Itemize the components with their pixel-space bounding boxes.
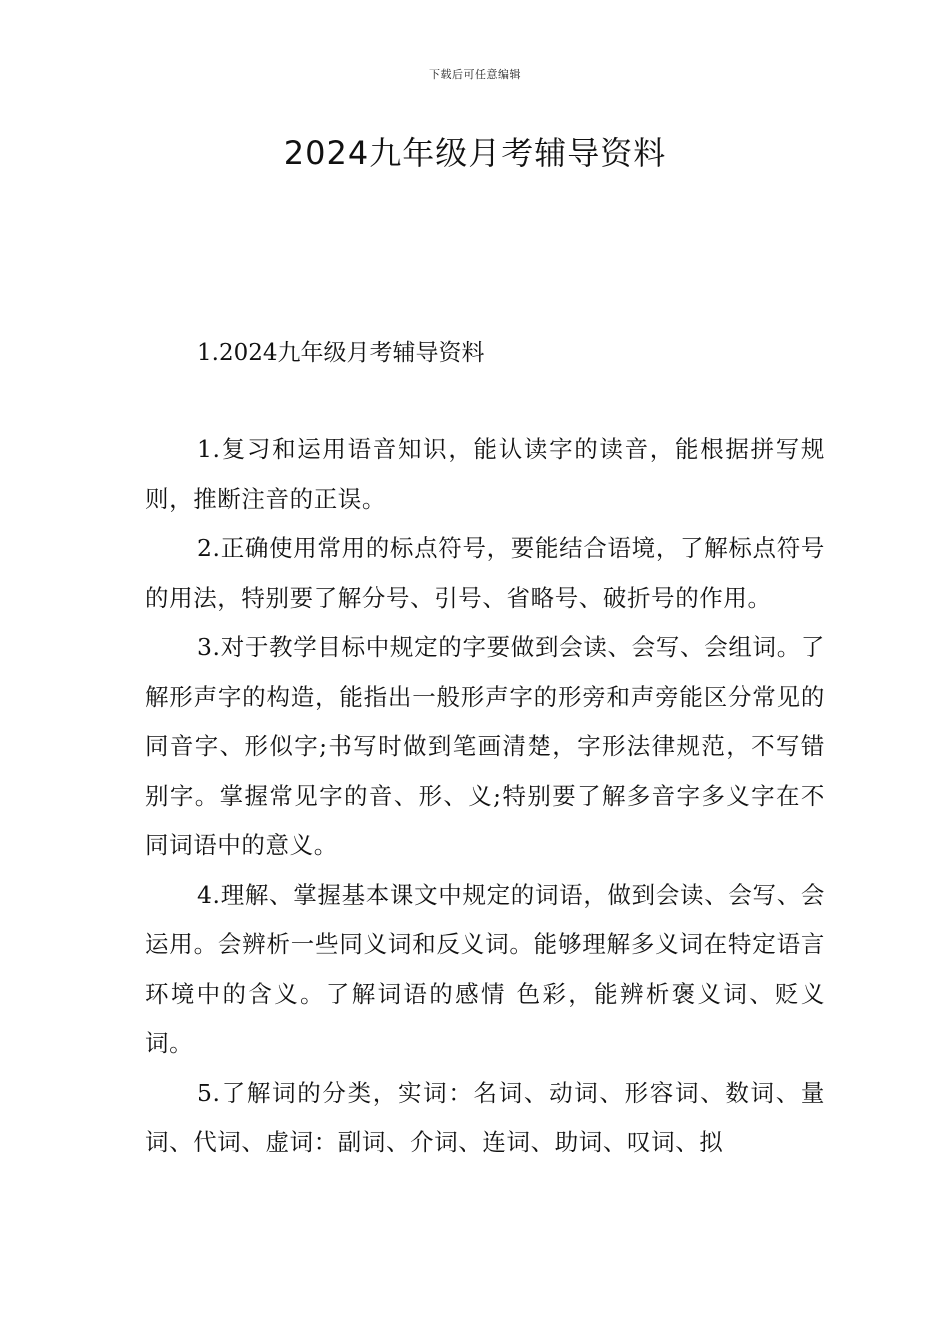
body-text xyxy=(145,425,825,1168)
paragraph-4: 4.理解、掌握基本课文中规定的词语，做到会读、会写、会运用。会辨析一些同义词和反义词。能够理解多义词在特定语言环境中的含义。了解词语的感情 色彩，能辨析褒义词、贬义词。 xyxy=(145,880,825,1057)
paragraph-2: 2.正确使用常用的标点符号，要能结合语境，了解标点符号的用法，特别要了解分号、引号、省略号、破折号的作用。 xyxy=(145,534,825,612)
document-title: 2024九年级月考辅导资料 xyxy=(283,134,667,172)
header-note: 下载后可任意编辑 xyxy=(429,68,521,81)
paragraph-3: 3.对于教学目标中规定的字要做到会读、会写、会组词。了解形声字的构造，能指出一般形声字的形旁和声旁能区分常见的同音字、形似字;书写时做到笔画清楚，字形法律规范，不写错别字。掌握常见字的音、形、义;特别要了解多音字多义字在不同词语中的意义。 xyxy=(145,633,825,859)
paragraph-1: 1.复习和运用语音知识，能认读字的读音，能根据拼写规则，推断注音的正误。 xyxy=(145,435,825,513)
paragraph-5: 5.了解词的分类，实词：名词、动词、形容词、数词、量词、代词、虚词：副词、介词、连词、助词、叹词、拟 xyxy=(145,1078,825,1156)
section-heading: 1.2024九年级月考辅导资料 xyxy=(197,340,485,366)
